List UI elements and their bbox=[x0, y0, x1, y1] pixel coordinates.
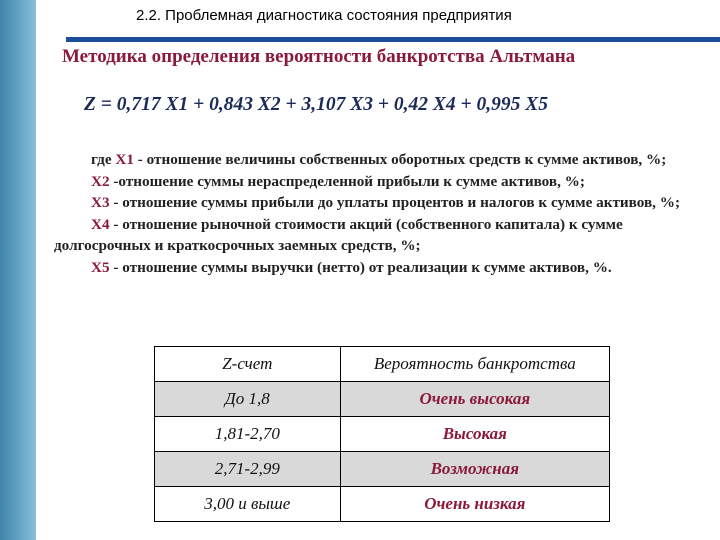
table-header-row bbox=[155, 347, 610, 382]
definition-x5: X5 - отношение суммы выручки (нетто) от реализации к сумме активов, %. bbox=[91, 258, 612, 276]
slide-title: Методика определения вероятности банкротства Альтмана bbox=[62, 46, 576, 67]
variable-definitions bbox=[54, 149, 694, 278]
variable-name: X2 bbox=[91, 172, 110, 190]
probability-cell: Очень низкая bbox=[340, 487, 609, 522]
section-title: 2.2. Проблемная диагностика состояния предприятия bbox=[136, 7, 512, 24]
table-row bbox=[155, 417, 610, 452]
z-score-cell: До 1,8 bbox=[155, 382, 341, 417]
definition-x1: где X1 - отношение величины собственных оборотных средств к сумме активов, %; bbox=[91, 151, 667, 168]
z-score-cell: 2,71-2,99 bbox=[155, 452, 341, 487]
variable-name: X5 bbox=[91, 258, 110, 276]
probability-cell: Возможная bbox=[340, 452, 609, 487]
table-row bbox=[155, 452, 610, 487]
table-row bbox=[155, 382, 610, 417]
z-score-cell: 3,00 и выше bbox=[155, 487, 341, 522]
definition-x2: X2 -отношение суммы нераспределенной прибыли к сумме активов, %; bbox=[91, 172, 585, 190]
z-score-cell: 1,81-2,70 bbox=[155, 417, 341, 452]
altman-formula: Z = 0,717 X1 + 0,843 X2 + 3,107 X3 + 0,42 X4 + 0,995 X5 bbox=[84, 94, 549, 115]
variable-name: X1 bbox=[115, 151, 134, 168]
column-header-z-score: Z-счет bbox=[155, 347, 341, 382]
column-header-probability: Вероятность банкротства bbox=[340, 347, 609, 382]
header-divider bbox=[66, 37, 720, 42]
variable-name: X3 bbox=[91, 194, 110, 211]
probability-cell: Высокая bbox=[340, 417, 609, 452]
variable-name: X4 bbox=[91, 215, 110, 233]
definition-x3: X3 - отношение суммы прибыли до уплаты процентов и налогов к сумме активов, %; bbox=[91, 194, 681, 211]
table-row bbox=[155, 487, 610, 522]
slide-header bbox=[36, 0, 720, 34]
left-decorative-bar bbox=[0, 0, 36, 540]
definition-x4: X4 - отношение рыночной стоимости акций (собственного капитала) к сумме долгосрочных и краткосрочных заемных средств, %; bbox=[54, 215, 623, 254]
probability-cell: Очень высокая bbox=[340, 382, 609, 417]
bankruptcy-probability-table bbox=[154, 346, 610, 522]
